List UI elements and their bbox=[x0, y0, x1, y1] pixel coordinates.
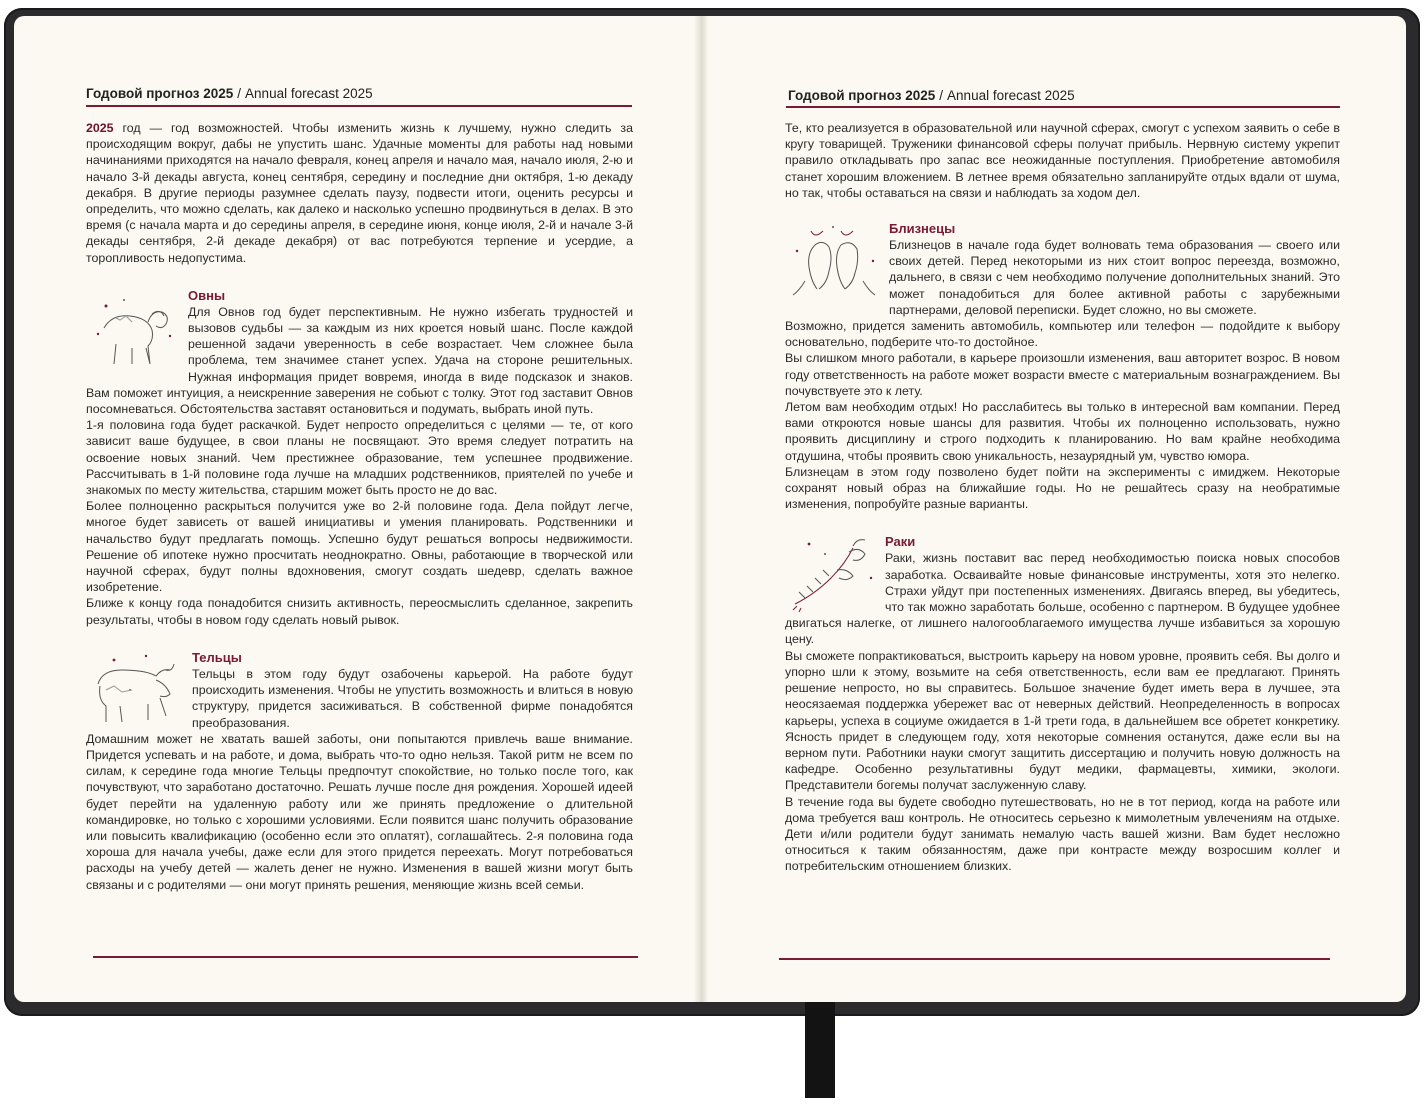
header-title-en: Annual forecast 2025 bbox=[245, 86, 373, 101]
aries-paragraph: 1-я половина года будет раскачкой. Будет непросто определиться с целями — те, от кого зависит ваше будущее, в свои планы не посвящают. Это время следует потратить на освоение новых знаний. Чем престижнее образование, тем успешнее продвижение. Рассчитывать в 1-й половине года лучше на младших родственников, приятелей по учебе и знакомых по месту жительства, старшим может быть просто не до вас. bbox=[86, 418, 633, 498]
intro-text: год — год возможностей. Чтобы изменить жизнь к лучшему, нужно следить за происходящим вокруг, дабы не упустить шанс. Удачные моменты для работы над новыми начинаниями приходятся на начало февраля, конец апреля и начало мая, начало июля, 2-ю и начало 3-й декады августа, конец сентября, середину и последние дни октября, 1-ю декаду декабря. В другие периоды разумнее сделать паузу, подвести итоги, оценить ресурсы и определить, что можно сделать, как далеко и насколько успешно продвинуться в делах. В это время (с начала марта и до середины апреля, в середине июня, конце июля, 2-й и начале 3-й декады сентября, 2-й декаде декабря) от вас потребуются терпение и усердие, а торопливость недопустима. bbox=[86, 121, 633, 265]
right-page-text bbox=[785, 120, 1340, 875]
left-footer-rule bbox=[93, 956, 638, 958]
gemini-paragraph: Близнецов в начале года будет волновать тема образования — своего или своих детей. Перед некоторыми из них стоит вопрос переезда, возможно, дальнего, в связи с чем необходимо получение дополнительных знаний. Это может понадобиться для более активной работы с зарубежными партнерами, деловой переписки. Будет сложно, но вы сможете. bbox=[889, 238, 1340, 317]
gemini-title: Близнецы bbox=[889, 221, 956, 237]
cancer-paragraph: Вы сможете попрактиковаться, выстроить карьеру на новом уровне, проявить себя. Вы долго и упорно шли к этому, возьмите на себя ответственность, если вам ее предлагают. Принять решение непросто, но вы справитесь. Большое значение будет иметь вера в лучшее, эта неосязаемая поддержка убережет вас от неверных действий. Неопределенность в вопросах карьеры, успеха в социуме ожидается в 1-й трети года, в дальнейшем все обретет конкретику. Ясность придет в следующем году, хотя некоторые сомнения останутся, даже если вы на верном пути. Работники науки смогут защитить диссертацию и получить новую должность на кафедре. Особенно результативны будут медики, фармацевты, химики, экологи. Представители богемы получат заслуженную славу. bbox=[785, 648, 1340, 793]
left-header-rule bbox=[86, 105, 632, 107]
left-page-header bbox=[86, 86, 373, 101]
book-gutter bbox=[694, 16, 708, 1002]
bookmark-ribbon[interactable] bbox=[805, 1002, 835, 1098]
left-page-text bbox=[86, 120, 633, 893]
aries-title: Овны bbox=[188, 287, 226, 303]
taurus-paragraph: Тельцы в этом году будут озабочены карьерой. На работе будут происходить изменения. Чтобы не упустить возможность и влиться в новую структуру, придется засиживаться. В собственной фирме понадобятся преобразования. bbox=[192, 666, 633, 730]
aries-paragraph: Для Овнов год будет перспективным. Не нужно избегать трудностей и вызовов судьбы — за каждым из них кроется новый шанс. После каждой решенной задачи уверенность в себе возрастает. Чем сложнее была проблема, тем значимее станет успех. Удача на стороне решительных. Нужная информация придет вовремя, иногда в виде подсказок и знаков. Вам поможет интуиция, а неискренние заверения не собьют с толку. Этот год заставит Овнов посомневаться. Обстоятельства заставят остановиться и подумать, выбрать иной путь. bbox=[86, 304, 633, 417]
intro-year: 2025 bbox=[86, 121, 114, 135]
right-footer-rule bbox=[779, 958, 1330, 960]
cancer-paragraph: В течение года вы будете свободно путешествовать, но не в тот период, когда на работе или дома требуется ваш контроль. Не относитесь серьезно к мимолетным увлечениям на отдыхе. Дети и/или родители будут занимать немалую часть вашей жизни. Вам будет несложно относиться к таким обязанностям, даже при контрасте между возросшим коллег и потребительским отношением близких. bbox=[785, 794, 1340, 874]
header-title-en: Annual forecast 2025 bbox=[947, 88, 1075, 103]
gemini-section bbox=[785, 221, 1340, 512]
gemini-paragraph: Близнецам в этом году позволено будет пойти на эксперименты с имиджем. Некоторые сохранят новый образ на ближайшие годы. Но не решайтесь сразу на необратимые изменения, попробуйте разные варианты. bbox=[785, 464, 1340, 512]
header-separator: / bbox=[237, 86, 242, 101]
aries-section bbox=[86, 288, 633, 628]
taurus-paragraph: Домашним может не хватать вашей заботы, они попытаются привлечь ваше внимание. Придется успевать и на работе, и дома, выбрать что-то одно нельзя. Такой ритм не всем по силам, к середине года многие Тельцы предпочтут спокойствие, но только после того, как почувствуют, что заработано достаточно. Решать лучше после дня рождения. Хорошей идеей будет перейти на удаленную работу или же принять предложение о длительной командировке, но только с хорошими условиями. Если появится шанс получить образование или повысить квалификацию (особенно если это оплатят), соглашайтесь. 2-я половина года хороша для начала учебы, даже если для этого придется переехать. Могут потребоваться расходы на учебу детей — жалеть денег не нужно. Изменения в вашей жизни могут быть связаны и с родителями — они могут принять решения, меняющие жизнь всей семьи. bbox=[86, 731, 633, 892]
right-header-rule bbox=[786, 106, 1340, 108]
gemini-twins-icon bbox=[785, 221, 883, 307]
gemini-paragraph: Летом вам необходим отдых! Но расслабитесь вы только в интересной вам компании. Перед вами откроются новые шансы для развития. Чтобы их полноценно использовать, нужно проявить дисциплину и строго подходить к планированию. Но вам крайне необходима отдушина, чтобы проявить свою уникальность, незаурядный ум, чувство юмора. bbox=[785, 400, 1340, 463]
header-title-ru: Годовой прогноз 2025 bbox=[86, 86, 234, 101]
continuation-paragraph: Те, кто реализуется в образовательной или научной сферах, смогут с успехом заявить о себе в кругу товарищей. Труженики финансовой сферы получат прибыль. Нервную систему укрепит правило откладывать про запас все неожиданные поступления. Приобретение автомобиля станет хорошим вложением. В летнее время обязательно запланируйте отдых вдали от шума, но так, чтобы оставаться на связи и наблюдать за ходом дел. bbox=[785, 121, 1340, 200]
taurus-section bbox=[86, 650, 633, 893]
taurus-bull-icon bbox=[86, 650, 186, 726]
cancer-title: Раки bbox=[885, 534, 916, 550]
cancer-section bbox=[785, 534, 1340, 874]
taurus-title: Тельцы bbox=[192, 649, 242, 665]
aries-paragraph: Более полноценно раскрыться получится уже во 2-й половине года. Дела пойдут легче, многое будет зависеть от вашей инициативы и умения планировать. Родственники и начальство будут предлагать помощь. Успешно будут решаться вопросы недвижимости. Решение об ипотеке нужно просчитать неоднократно. Овны, работающие в творческой или научной сферах, будут полны вдохновения, смогут создать шедевр, сделать важное изобретение. bbox=[86, 499, 633, 595]
header-separator: / bbox=[939, 88, 944, 103]
gemini-paragraph: Возможно, придется заменить автомобиль, компьютер или телефон — подойдите к выбору основательно, подберите что-то достойное. bbox=[785, 319, 1340, 350]
header-title-ru: Годовой прогноз 2025 bbox=[788, 88, 936, 103]
aries-paragraph: Ближе к концу года понадобится снизить активность, переосмыслить сделанное, закрепить результаты, чтобы в новом году сделать новый рывок. bbox=[86, 596, 633, 627]
cancer-crayfish-icon bbox=[785, 534, 879, 612]
intro-paragraph bbox=[86, 120, 633, 266]
cancer-paragraph: Раки, жизнь поставит вас перед необходимостью поиска новых способов заработка. Осваивайте новые финансовые инструменты, хотя это нелегко. Страхи уйдут при постепенных изменениях. Двигаясь вперед, вы убедитесь, что так можно заработать больше, особенно с партнером. В будущее удобнее двигаться налегке, от лишнего налогооблагаемого имущества лучше избавиться за хорошую цену. bbox=[785, 551, 1340, 647]
aries-ram-icon bbox=[86, 288, 182, 372]
right-page-header bbox=[788, 88, 1075, 103]
gemini-paragraph: Вы слишком много работали, в карьере произошли изменения, ваш авторитет возрос. В новом году ответственность на работе может возрасти вместе с материальным вознаграждением. Вы почувствуете это к лету. bbox=[785, 351, 1340, 398]
